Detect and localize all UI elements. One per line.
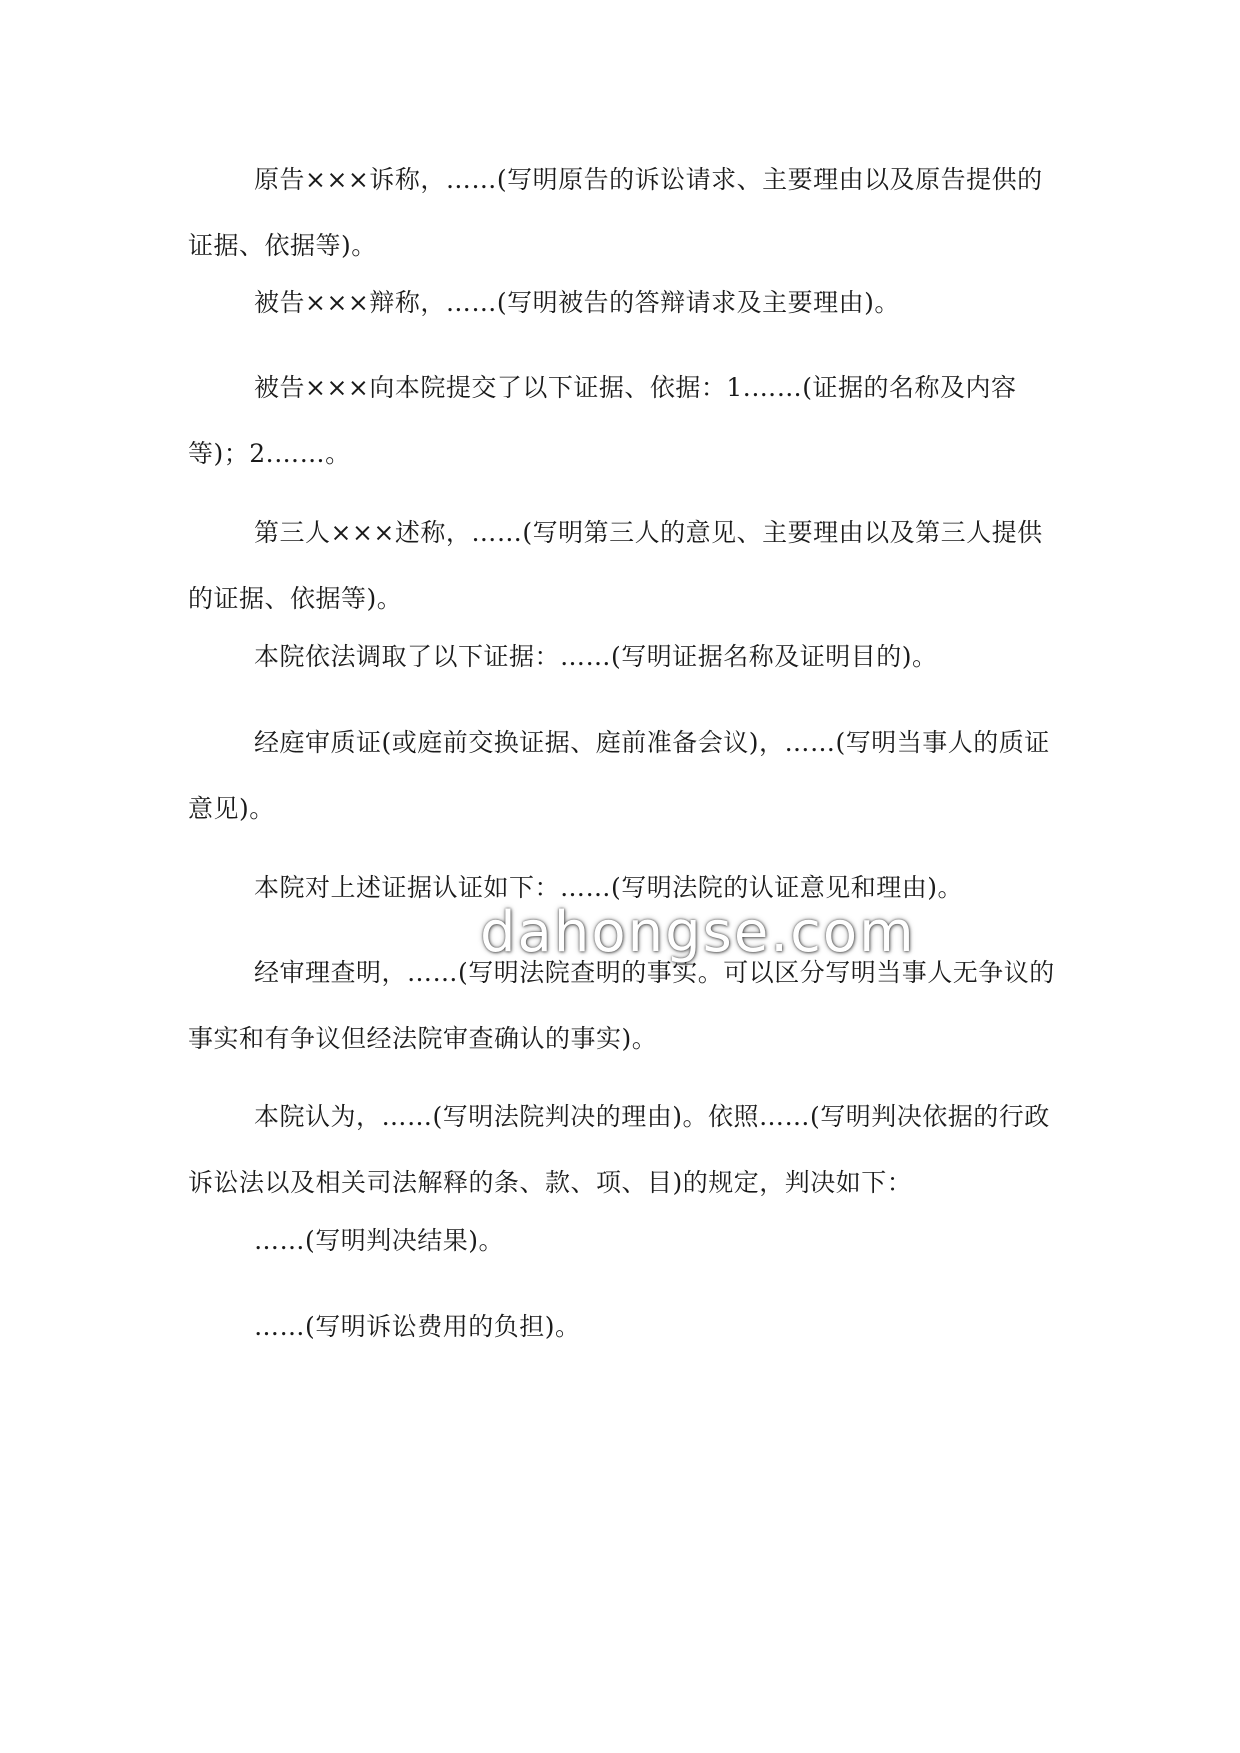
- paragraph-judgment-result: ……(写明判决结果)。: [254, 1226, 505, 1255]
- paragraph-litigation-costs: ……(写明诉讼费用的负担)。: [254, 1312, 581, 1341]
- watermark: dahongse.com: [480, 900, 916, 965]
- paragraph-plaintiff-claim: 原告×××诉称，……(写明原告的诉讼请求、主要理由以及原告提供的证据、依据等)。: [188, 165, 1043, 260]
- paragraph-evidence-authentication: 本院对上述证据认证如下：……(写明法院的认证意见和理由)。: [254, 873, 964, 902]
- paragraph-cross-examination: 经庭审质证(或庭前交换证据、庭前准备会议)，……(写明当事人的质证意见)。: [188, 728, 1050, 823]
- paragraph-court-reasoning: 本院认为，……(写明法院判决的理由)。依照……(写明判决依据的行政诉讼法以及相关司法解释的条、款、项、目)的规定，判决如下：: [188, 1102, 1050, 1197]
- paragraph-third-party-statement: 第三人×××述称，……(写明第三人的意见、主要理由以及第三人提供的证据、依据等)。: [188, 518, 1043, 613]
- paragraph-court-collected-evidence: 本院依法调取了以下证据：……(写明证据名称及证明目的)。: [254, 642, 938, 671]
- paragraph-facts-found: 经审理查明，……(写明法院查明的事实。可以区分写明当事人无争议的事实和有争议但经法院审查确认的事实)。: [188, 958, 1055, 1053]
- paragraph-defendant-evidence: 被告×××向本院提交了以下证据、依据：1.……(证据的名称及内容等)；2.……。: [188, 373, 1017, 468]
- paragraph-defendant-defense: 被告×××辩称，……(写明被告的答辩请求及主要理由)。: [254, 288, 900, 317]
